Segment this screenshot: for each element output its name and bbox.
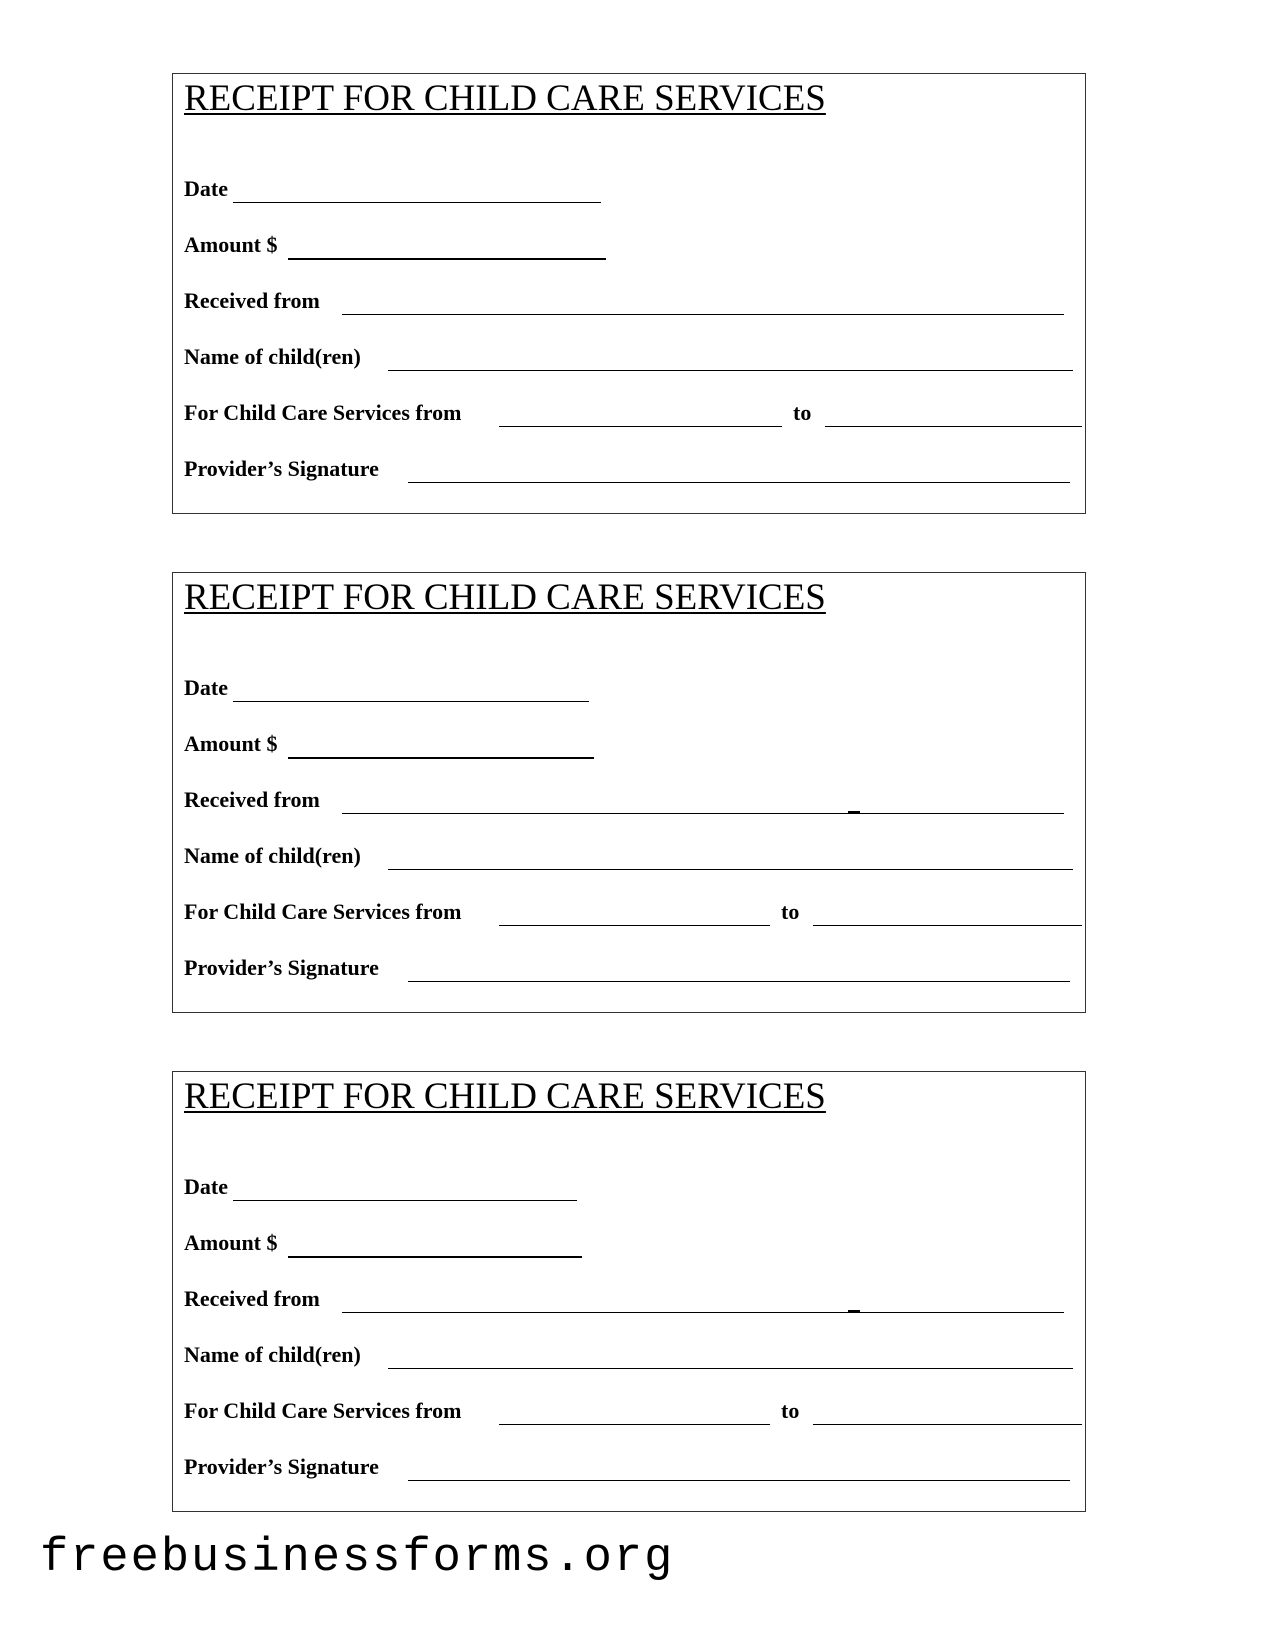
received-from-field[interactable] [342, 813, 1064, 814]
line-mark [848, 811, 860, 813]
received-from-field[interactable] [342, 1312, 1064, 1313]
services-from-field[interactable] [499, 426, 782, 427]
received-from-field[interactable] [342, 314, 1064, 315]
date-label: Date [184, 1174, 228, 1199]
line-mark [848, 1310, 860, 1312]
children-field[interactable] [388, 370, 1073, 371]
signature-label: Provider’s Signature [184, 955, 379, 980]
received-from-label: Received from [184, 787, 320, 812]
signature-field[interactable] [408, 482, 1070, 483]
amount-field[interactable] [288, 1256, 582, 1258]
signature-field[interactable] [408, 1480, 1070, 1481]
services-from-field[interactable] [499, 925, 770, 926]
receipt-1 [172, 73, 1086, 514]
receipt-title: RECEIPT FOR CHILD CARE SERVICES [184, 78, 826, 119]
services-to-field[interactable] [813, 925, 1082, 926]
services-to-field[interactable] [813, 1424, 1082, 1425]
children-field[interactable] [388, 1368, 1073, 1369]
amount-label: Amount $ [184, 232, 278, 257]
amount-label: Amount $ [184, 731, 278, 756]
services-from-label: For Child Care Services from [184, 400, 462, 425]
receipt-title: RECEIPT FOR CHILD CARE SERVICES [184, 577, 826, 618]
services-to-label: to [781, 899, 800, 924]
signature-label: Provider’s Signature [184, 1454, 379, 1479]
services-from-label: For Child Care Services from [184, 1398, 462, 1423]
receipt-title: RECEIPT FOR CHILD CARE SERVICES [184, 1076, 826, 1117]
children-field[interactable] [388, 869, 1073, 870]
date-label: Date [184, 176, 228, 201]
date-field[interactable] [233, 1200, 577, 1201]
date-label: Date [184, 675, 228, 700]
received-from-label: Received from [184, 1286, 320, 1311]
site-watermark: freebusinessforms.org [40, 1532, 675, 1585]
services-to-label: to [781, 1398, 800, 1423]
services-from-label: For Child Care Services from [184, 899, 462, 924]
services-from-field[interactable] [499, 1424, 770, 1425]
date-field[interactable] [233, 701, 589, 702]
date-field[interactable] [233, 202, 601, 203]
amount-field[interactable] [288, 757, 594, 759]
received-from-label: Received from [184, 288, 320, 313]
services-to-field[interactable] [825, 426, 1082, 427]
children-label: Name of child(ren) [184, 843, 361, 868]
signature-field[interactable] [408, 981, 1070, 982]
children-label: Name of child(ren) [184, 1342, 361, 1367]
amount-field[interactable] [288, 258, 606, 260]
children-label: Name of child(ren) [184, 344, 361, 369]
receipt-3 [172, 1071, 1086, 1512]
receipt-2 [172, 572, 1086, 1013]
amount-label: Amount $ [184, 1230, 278, 1255]
signature-label: Provider’s Signature [184, 456, 379, 481]
services-to-label: to [793, 400, 812, 425]
